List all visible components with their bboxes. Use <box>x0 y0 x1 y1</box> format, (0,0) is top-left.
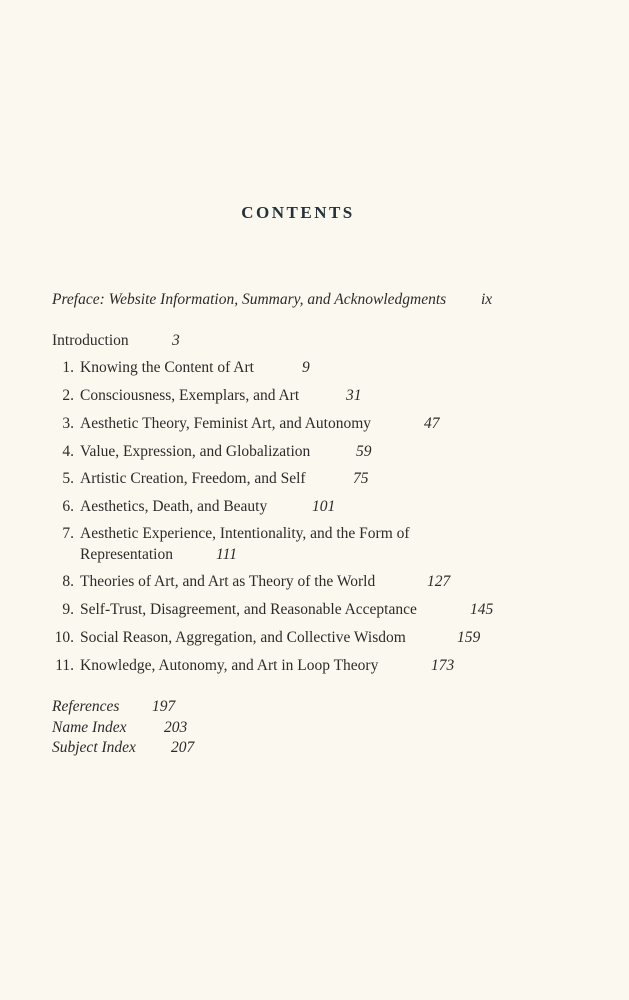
toc-page-number: 101 <box>312 498 336 515</box>
toc-page-number: 111 <box>216 546 237 563</box>
chapter-title: Aesthetics, Death, and Beauty <box>80 498 268 515</box>
toc-page-number: 127 <box>427 573 451 590</box>
toc-entry-name-index[interactable] <box>52 718 126 738</box>
toc-page-number: 9 <box>302 359 310 376</box>
toc-page-number: 173 <box>431 657 455 674</box>
chapter-number: 1. <box>62 359 74 376</box>
chapter-title-continuation: Representation <box>80 546 173 563</box>
chapter-number: 3. <box>62 415 74 432</box>
toc-page-number: 59 <box>356 443 372 460</box>
toc-page-number: ix <box>481 291 493 308</box>
toc-page-number: 207 <box>171 739 195 756</box>
toc-page-number: 75 <box>353 470 369 487</box>
toc-entry-references[interactable] <box>52 697 119 717</box>
chapter-title: Aesthetic Experience, Intentionality, and the Form of <box>80 525 410 542</box>
toc-page-number: 47 <box>424 415 440 432</box>
chapter-number: 11. <box>55 657 74 674</box>
toc-page-number: 3 <box>172 332 180 349</box>
toc-page-number: 159 <box>457 629 481 646</box>
toc-page-number: 31 <box>346 387 362 404</box>
chapter-title: Aesthetic Theory, Feminist Art, and Autonomy <box>80 415 372 432</box>
chapter-number: 6. <box>62 498 74 515</box>
toc-entry-preface[interactable] <box>52 290 446 310</box>
toc-page-number: 197 <box>152 698 176 715</box>
toc-entry-label: Introduction <box>52 332 129 349</box>
chapter-number: 9. <box>62 601 74 618</box>
toc-entry-introduction[interactable] <box>52 331 129 351</box>
chapter-title: Theories of Art, and Art as Theory of the World <box>80 573 376 590</box>
chapter-number: 5. <box>62 470 74 487</box>
chapter-title: Social Reason, Aggregation, and Collective Wisdom <box>80 629 406 646</box>
toc-entry-subject-index[interactable] <box>52 738 136 758</box>
chapter-number: 10. <box>54 629 74 646</box>
chapter-number: 4. <box>62 443 74 460</box>
chapter-title: Self-Trust, Disagreement, and Reasonable Acceptance <box>80 601 417 618</box>
chapter-number: 2. <box>62 387 74 404</box>
chapter-title: Knowing the Content of Art <box>80 359 254 376</box>
page-title: CONTENTS <box>241 203 355 222</box>
toc-page-number: 203 <box>164 719 188 736</box>
toc-page-number: 145 <box>470 601 494 618</box>
chapter-title: Value, Expression, and Globalization <box>80 443 311 460</box>
toc-entry-label: Preface: Website Information, Summary, and Acknowledgments <box>52 291 447 308</box>
toc-entry-label: References <box>52 698 120 715</box>
toc-entry-label: Subject Index <box>52 739 136 756</box>
chapter-title: Artistic Creation, Freedom, and Self <box>80 470 306 487</box>
chapter-number: 7. <box>62 525 74 542</box>
chapter-title: Knowledge, Autonomy, and Art in Loop Theory <box>80 657 379 674</box>
chapter-title: Consciousness, Exemplars, and Art <box>80 387 300 404</box>
chapter-number: 8. <box>62 573 74 590</box>
toc-entry-label: Name Index <box>52 719 127 736</box>
